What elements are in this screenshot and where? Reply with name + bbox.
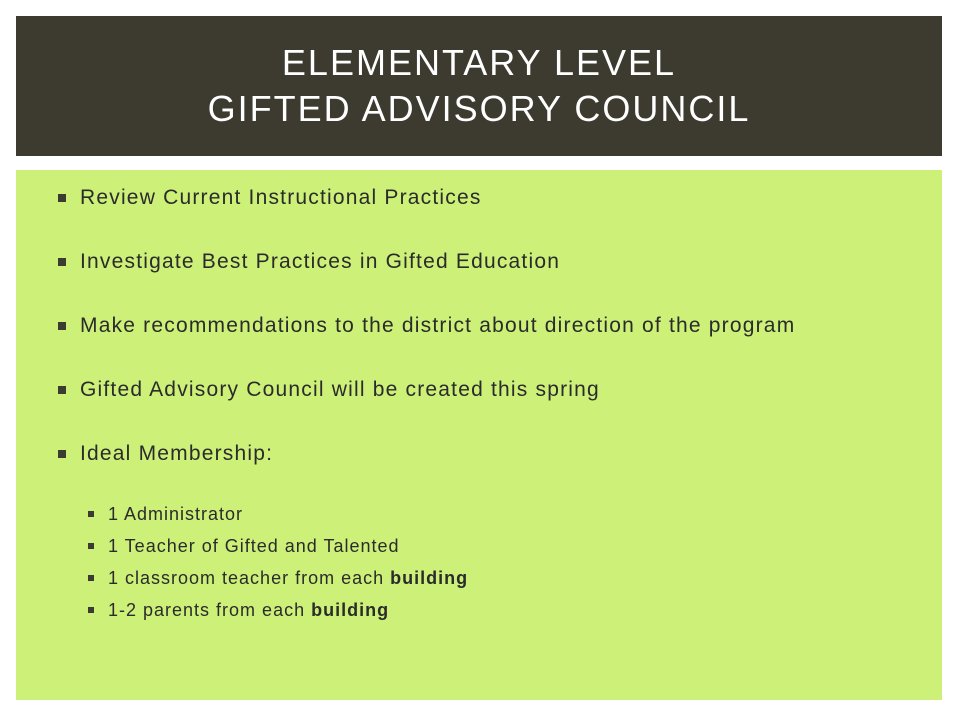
sub-bullet-list: [86, 502, 468, 630]
square-bullet-icon: [58, 258, 66, 266]
square-bullet-icon: [58, 450, 66, 458]
bullet-text: Ideal Membership:: [80, 442, 274, 465]
bullet-list: [56, 184, 916, 474]
sub-bullet-emphasis: building: [390, 568, 469, 588]
sub-bullet-item: [86, 502, 468, 526]
square-bullet-icon: [88, 511, 94, 517]
square-bullet-icon: [88, 607, 94, 613]
bullet-item: [56, 248, 916, 276]
square-bullet-icon: [58, 386, 66, 394]
bullet-text: Make recommendations to the district about direction of the program: [80, 314, 796, 337]
sub-bullet-item: [86, 566, 468, 590]
sub-bullet-text: 1 Administrator: [108, 504, 244, 524]
square-bullet-icon: [58, 322, 66, 330]
title-bar: [16, 16, 942, 156]
sub-bullet-item: [86, 598, 468, 622]
square-bullet-icon: [88, 575, 94, 581]
bullet-text: Investigate Best Practices in Gifted Education: [80, 250, 561, 273]
bullet-item: [56, 440, 916, 468]
content-box: [16, 170, 942, 700]
square-bullet-icon: [58, 194, 66, 202]
sub-bullet-text: 1-2 parents from each: [108, 600, 312, 620]
title-line-1: ELEMENTARY LEVEL: [281, 42, 677, 83]
title-line-2: GIFTED ADVISORY COUNCIL: [207, 88, 751, 129]
sub-bullet-text: 1 Teacher of Gifted and Talented: [108, 536, 400, 556]
sub-bullet-text: 1 classroom teacher from each: [108, 568, 391, 588]
bullet-text: Review Current Instructional Practices: [80, 186, 482, 209]
bullet-item: [56, 312, 916, 340]
bullet-item: [56, 184, 916, 212]
square-bullet-icon: [88, 543, 94, 549]
bullet-item: [56, 376, 916, 404]
sub-bullet-emphasis: building: [311, 600, 390, 620]
bullet-text: Gifted Advisory Council will be created this spring: [80, 378, 600, 401]
sub-bullet-item: [86, 534, 468, 558]
